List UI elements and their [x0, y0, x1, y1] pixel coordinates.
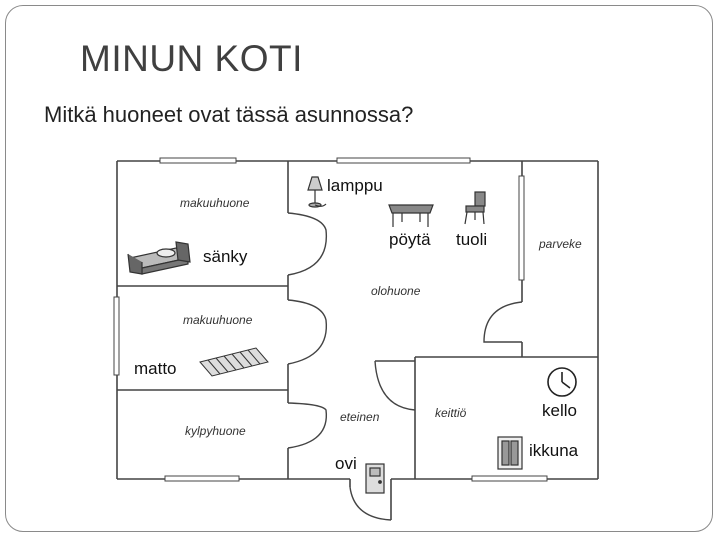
room-living: olohuone [371, 284, 421, 298]
item-lamp-label: lamppu [327, 176, 383, 195]
item-rug-label: matto [134, 359, 177, 378]
window-top-left [160, 158, 236, 163]
floor-plan-walls [117, 161, 598, 520]
lamp-icon [308, 177, 326, 207]
table-icon [389, 205, 433, 227]
door-bathroom [288, 403, 326, 448]
slide-subtitle: Mitkä huoneet ovat tässä asunnossa? [44, 102, 414, 127]
window-left [114, 297, 119, 375]
door-bedroom1 [288, 213, 326, 275]
door-balcony [484, 302, 522, 342]
room-kitchen: keittiö [435, 406, 467, 420]
chair-icon [465, 192, 485, 224]
bed-icon [128, 242, 190, 274]
item-chair-label: tuoli [456, 230, 488, 249]
rug-icon [200, 348, 268, 376]
door-bedroom2 [288, 300, 326, 364]
room-balcony: parveke [539, 237, 582, 251]
window-balcony [519, 176, 524, 280]
item-door-label: ovi [335, 454, 357, 473]
window-top-middle [337, 158, 470, 163]
door-kitchen [375, 361, 415, 410]
slide-title: MINUN KOTI [80, 38, 303, 79]
room-bathroom: kylpyhuone [185, 424, 246, 438]
window-bottom-right [472, 476, 547, 481]
window-bottom-left [165, 476, 239, 481]
item-clock-label: kello [542, 401, 577, 420]
room-bedroom1: makuuhuone [180, 196, 250, 210]
window-icon [498, 437, 522, 469]
door-icon [366, 464, 384, 493]
item-window-label: ikkuna [529, 441, 579, 460]
door-arcs [288, 213, 522, 520]
clock-icon [548, 368, 576, 396]
room-bedroom2: makuuhuone [183, 313, 253, 327]
item-bed-label: sänky [203, 247, 248, 266]
room-hallway: eteinen [340, 410, 380, 424]
item-table-label: pöytä [389, 230, 431, 249]
